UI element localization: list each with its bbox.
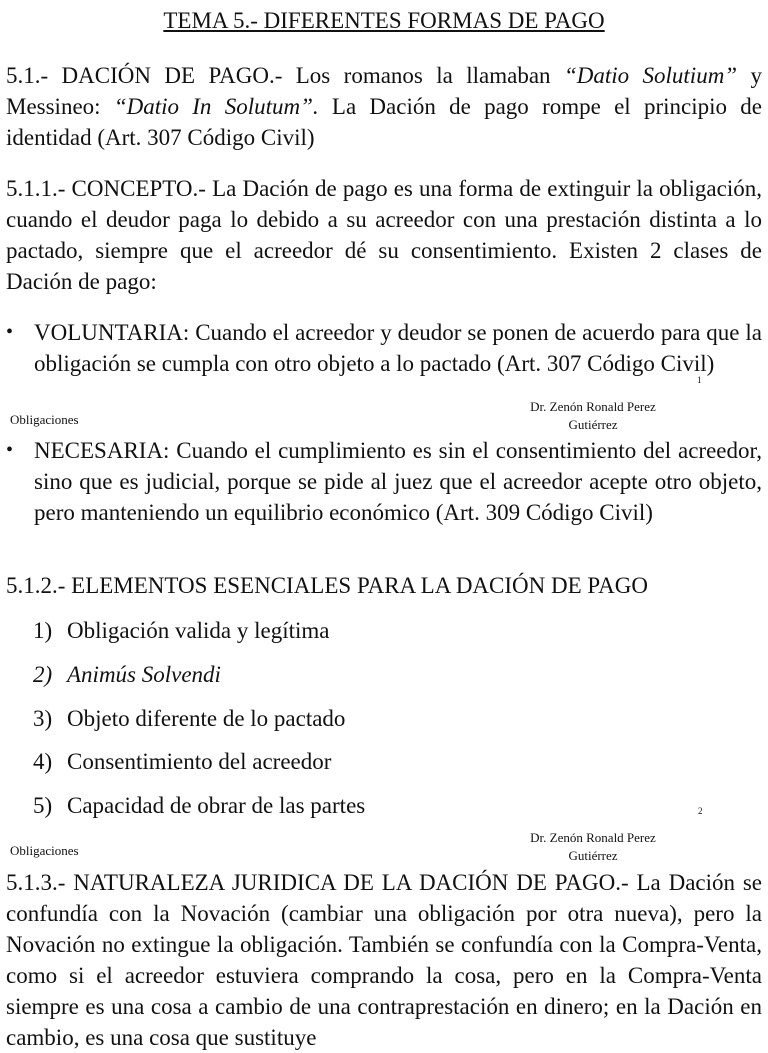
p1-text-c: y Messineo: xyxy=(6,63,763,119)
bullet-marker: • xyxy=(6,439,14,461)
section-5-1-paragraph xyxy=(6,60,762,153)
element-number: 5) xyxy=(33,793,53,818)
element-text: Objeto diferente de lo pactado xyxy=(67,706,346,731)
bullet-text: VOLUNTARIA: Cuando el acreedor y deudor se ponen de acuerdo para que la obligación se cumpla con otro objeto a lo pactado (Art. 307 Código Civil) xyxy=(34,320,762,376)
element-number: 2) xyxy=(33,662,53,687)
p1-latin-term-2: “Datio In Solutum”. xyxy=(113,94,319,119)
section-5-1-1-paragraph: 5.1.1.- CONCEPTO.- La Dación de pago es una forma de extinguir la obligación, cuando el deudor paga lo debido a su acreedor con una prestación distinta a lo pactado, siempre que el acreedor dé su consentimiento. Existen 2 clases de Dación de pago: xyxy=(6,176,762,294)
page-number: 2 xyxy=(698,806,703,816)
bullet-necesaria xyxy=(6,435,762,559)
element-text: Obligación valida y legítima xyxy=(67,618,330,643)
page-title: TEMA 5.- DIFERENTES FORMAS DE PAGO xyxy=(163,8,605,33)
footer-author xyxy=(503,829,683,865)
section-5-1-2-heading: 5.1.2.- ELEMENTOS ESENCIALES PARA LA DACIÓN DE PAGO xyxy=(6,573,648,598)
bullet-text: NECESARIA: Cuando el cumplimiento es sin el consentimiento del acreedor, sino que es judicial, porque se pide al juez que el acreedor acepte otro objeto, pero manteniendo un equilibrio económico (Art. 309 Código Civil) xyxy=(34,438,762,525)
section-5-1-3-paragraph: 5.1.3.- NATURALEZA JURIDICA DE LA DACIÓN DE PAGO.- La Dación se confundía con la Novación (cambiar una obligación por otra nueva), pero la Novación no extingue la obligación. También se confundía con la Compra-Venta, como si el acreedor estuviera comprando la cosa, pero en la Compra-Venta siempre es una cosa a cambio de una contraprestación en dinero; en la Dación en cambio, es una cosa que sustituye xyxy=(6,870,762,1050)
p1-text-e: La Dación de pago rompe el principio de identidad (Art. 307 Código Civil) xyxy=(6,94,762,150)
element-text: Animús Solvendi xyxy=(67,662,221,687)
footer-author-line2: Gutiérrez xyxy=(568,417,618,432)
footer-course-label: Obligaciones xyxy=(10,412,79,427)
element-number: 3) xyxy=(33,706,53,731)
element-number: 1) xyxy=(33,618,53,643)
p1-text-a: 5.1.- DACIÓN DE PAGO.- Los romanos la llamaban xyxy=(6,63,564,88)
bullet-marker: • xyxy=(6,321,14,343)
element-item xyxy=(33,746,331,777)
footer-author-line1: Dr. Zenón Ronald Perez xyxy=(530,830,656,845)
footer-author-line1: Dr. Zenón Ronald Perez xyxy=(530,399,656,414)
p1-latin-term-1: “Datio Solutium” xyxy=(563,63,738,88)
footer-author xyxy=(503,398,683,434)
element-number: 4) xyxy=(33,749,53,774)
bullet-voluntaria xyxy=(6,317,762,410)
element-text: Consentimiento del acreedor xyxy=(67,749,332,774)
footer-course-label: Obligaciones xyxy=(10,843,79,858)
element-item xyxy=(33,703,345,734)
page-number: 1 xyxy=(697,375,702,385)
element-item xyxy=(33,615,330,646)
element-text: Capacidad de obrar de las partes xyxy=(67,793,366,818)
element-item xyxy=(33,790,365,821)
element-item xyxy=(33,659,221,690)
footer-author-line2: Gutiérrez xyxy=(568,848,618,863)
